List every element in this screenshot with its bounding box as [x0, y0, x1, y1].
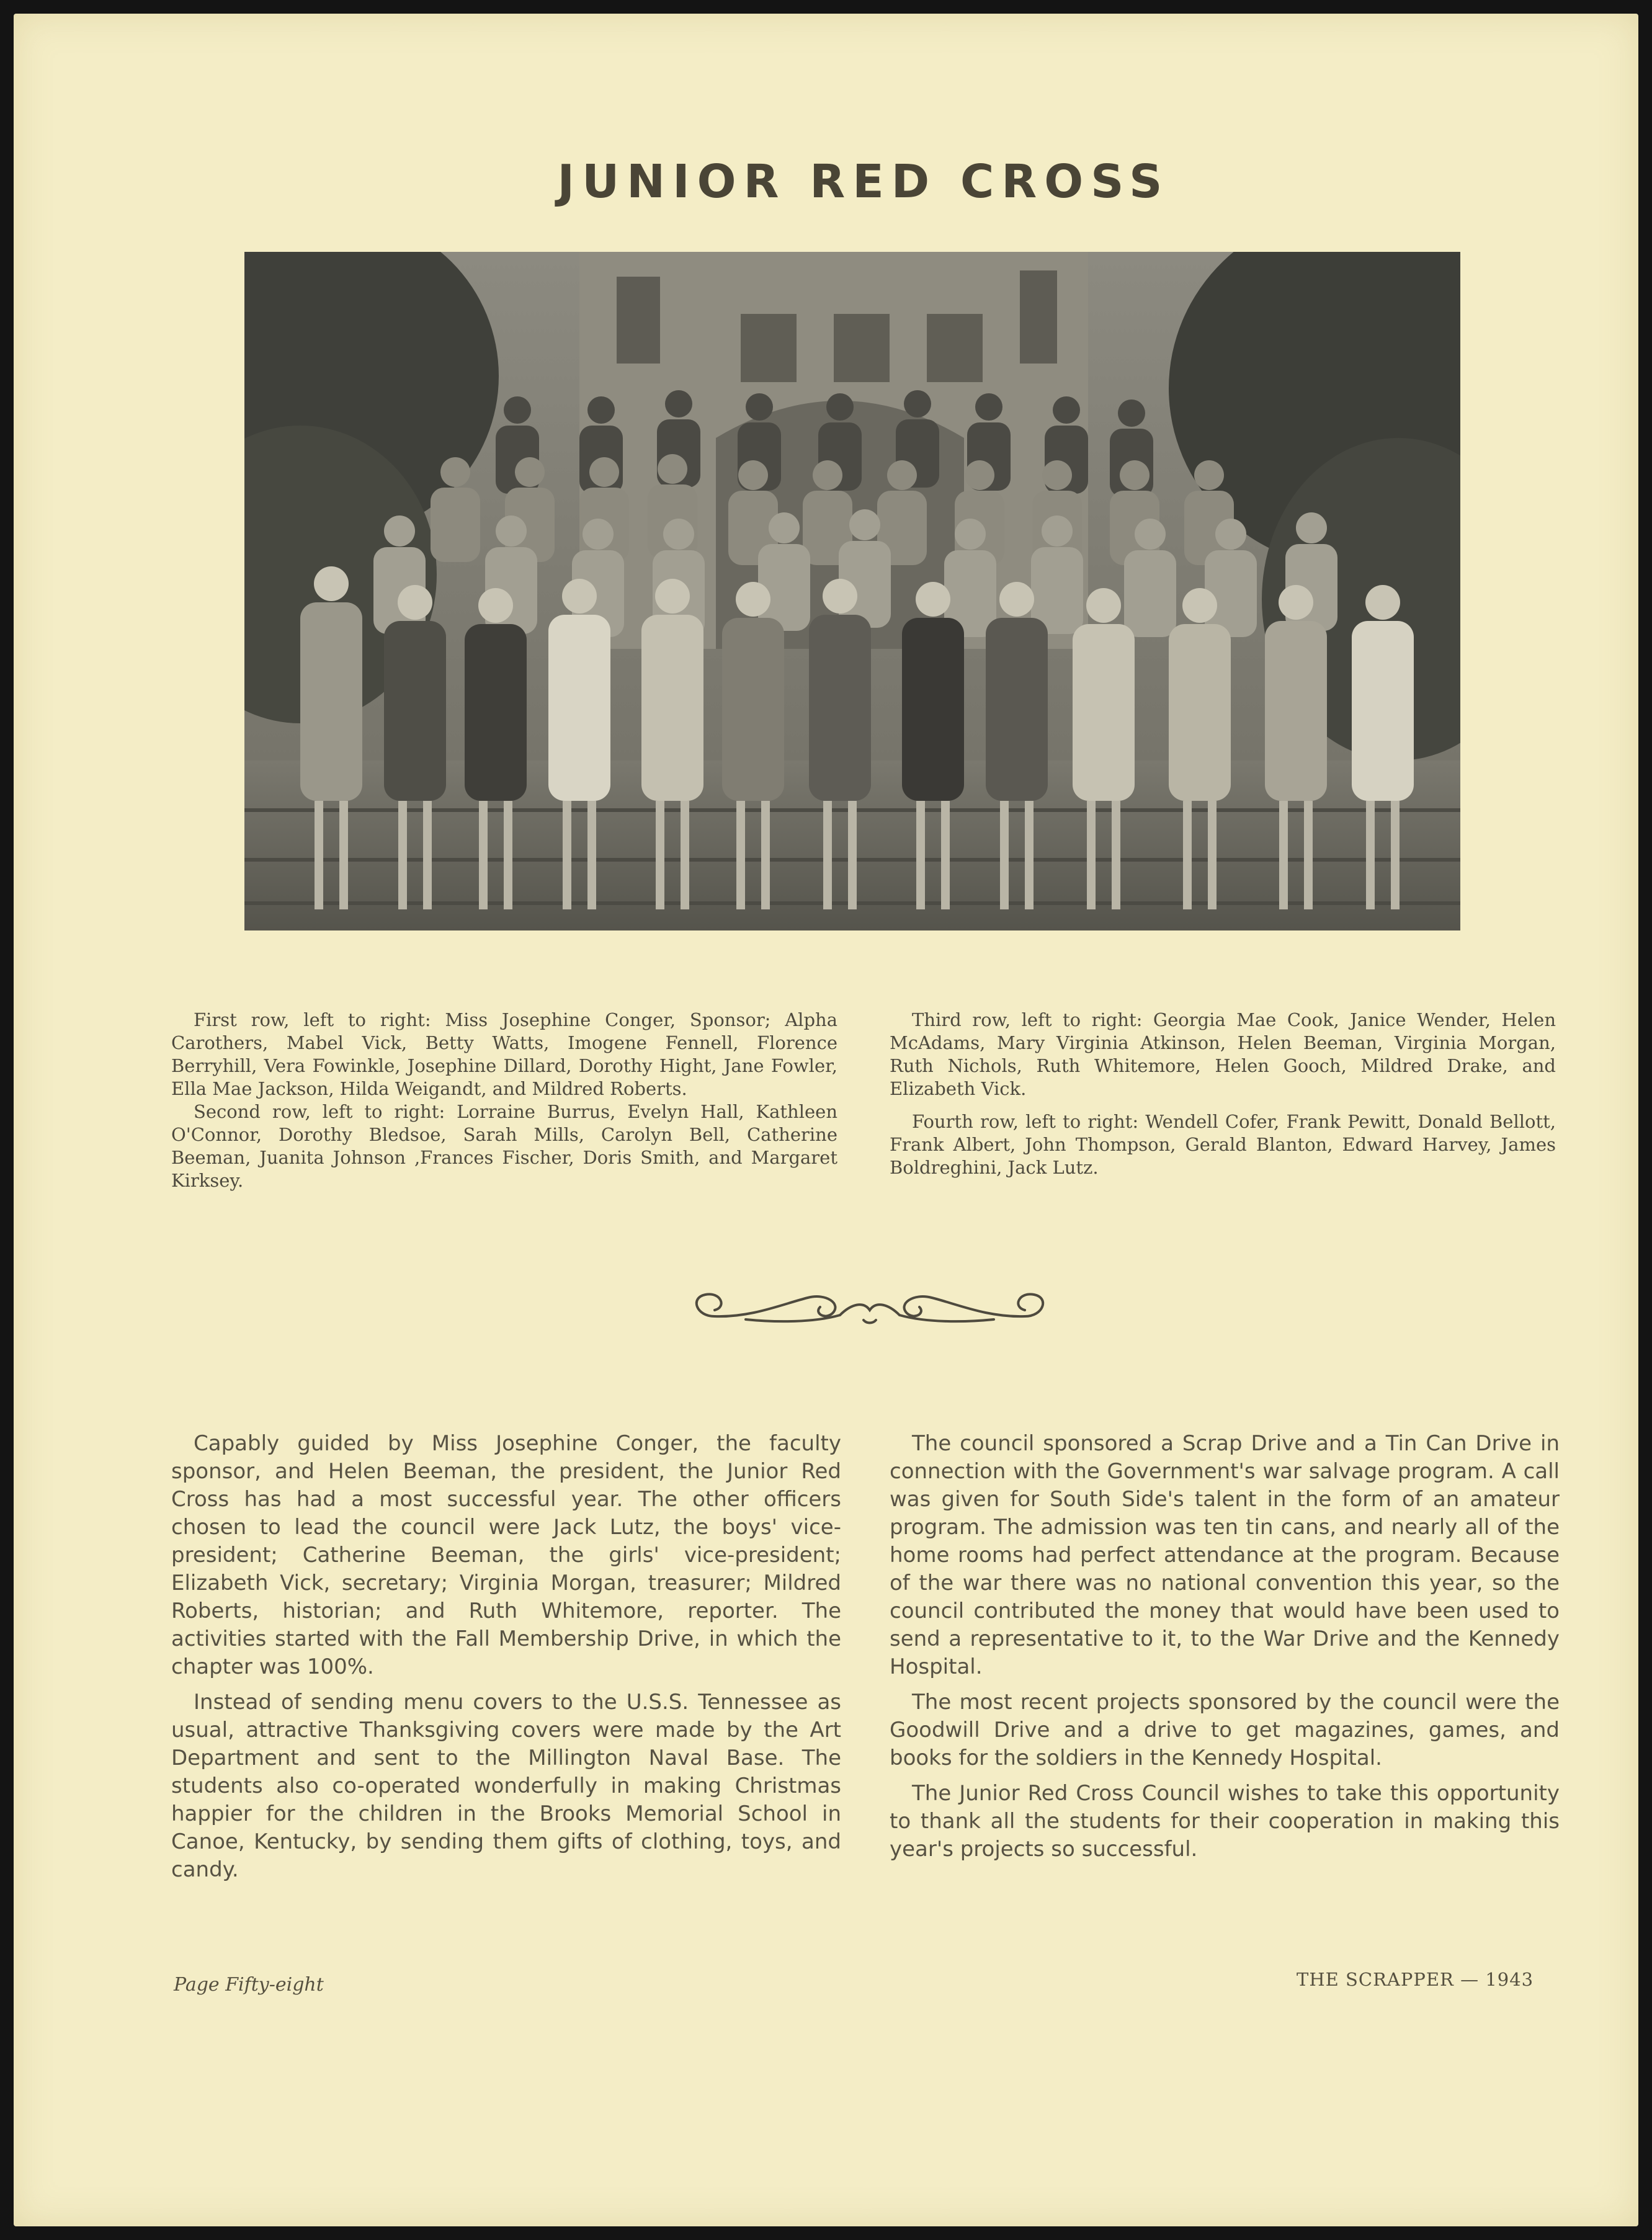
caption-fourth-row: Fourth row, left to right: Wendell Cofer, Frank Pewitt, Donald Bellott, Frank Albert, John Thompson, Gerald Blanton, Edward Harvey, James Boldreghini, Jack Lutz.	[890, 1111, 1556, 1178]
photo-caption-right	[890, 1009, 1556, 1179]
scroll-ornament-icon	[677, 1279, 1062, 1341]
caption-second-row: Second row, left to right: Lorraine Burrus, Evelyn Hall, Kathleen O'Connor, Dorothy Bledsoe, Sarah Mills, Carolyn Bell, Catherine Beeman, Juanita Johnson ,Frances Fischer, Doris Smith, and Margaret Kirksey.	[171, 1101, 837, 1191]
publication-footer: THE SCRAPPER — 1943	[1297, 1969, 1534, 1990]
yearbook-page	[14, 14, 1638, 2226]
article-paragraph: Instead of sending menu covers to the U.S.S. Tennessee as usual, attractive Thanksgiving covers were made by the Art Department and sent to the Millington Naval Base. The students also co-operated wonderfully in making Christmas happier for the children in the Brooks Memorial School in Canoe, Kentucky, by sending them gifts of clothing, toys, and candy.	[171, 1690, 841, 1882]
article-paragraph: The council sponsored a Scrap Drive and a Tin Can Drive in connection with the Government's war salvage program. A call was given for South Side's talent in the form of an amateur program. The admission was ten tin cans, and nearly all of the home rooms had perfect attendance at the program. Because of the war there was no national convention this year, so the council contributed the money that would have been used to send a representative to it, to the War Drive and the Kennedy Hospital.	[890, 1431, 1560, 1679]
article-column-right	[890, 1430, 1560, 1871]
caption-third-row: Third row, left to right: Georgia Mae Cook, Janice Wender, Helen McAdams, Mary Virginia Atkinson, Helen Beeman, Virginia Morgan, Ruth Nichols, Ruth Whitemore, Helen Gooch, Mildred Drake, and Elizabeth Vick.	[890, 1009, 1556, 1099]
photo-caption-left	[171, 1009, 837, 1192]
group-photo	[244, 252, 1460, 930]
page-number: Page Fifty-eight	[174, 1974, 324, 1996]
article-paragraph: The Junior Red Cross Council wishes to take this opportunity to thank all the students for their cooperation in making this year's projects so successful.	[890, 1781, 1560, 1862]
article-paragraph: The most recent projects sponsored by the council were the Goodwill Drive and a drive to get magazines, games, and books for the soldiers in the Kennedy Hospital.	[890, 1690, 1560, 1770]
article-paragraph: Capably guided by Miss Josephine Conger, the faculty sponsor, and Helen Beeman, the president, the Junior Red Cross has had a most successful year. The other officers chosen to lead the council were Jack Lutz, the boys' vice-president; Catherine Beeman, the girls' vice-president; Elizabeth Vick, secretary; Virginia Morgan, treasurer; Mildred Roberts, historian; and Ruth Whitemore, reporter. The activities started with the Fall Membership Drive, in which the chapter was 100%.	[171, 1431, 841, 1679]
page-title: JUNIOR RED CROSS	[557, 155, 1170, 208]
caption-first-row: First row, left to right: Miss Josephine Conger, Sponsor; Alpha Carothers, Mabel Vick, Betty Watts, Imogene Fennell, Florence Berryhill, Vera Fowinkle, Josephine Dillard, Dorothy Hight, Jane Fowler, Ella Mae Jackson, Hilda Weigandt, and Mildred Roberts.	[171, 1009, 837, 1099]
article-column-left	[171, 1430, 841, 1891]
